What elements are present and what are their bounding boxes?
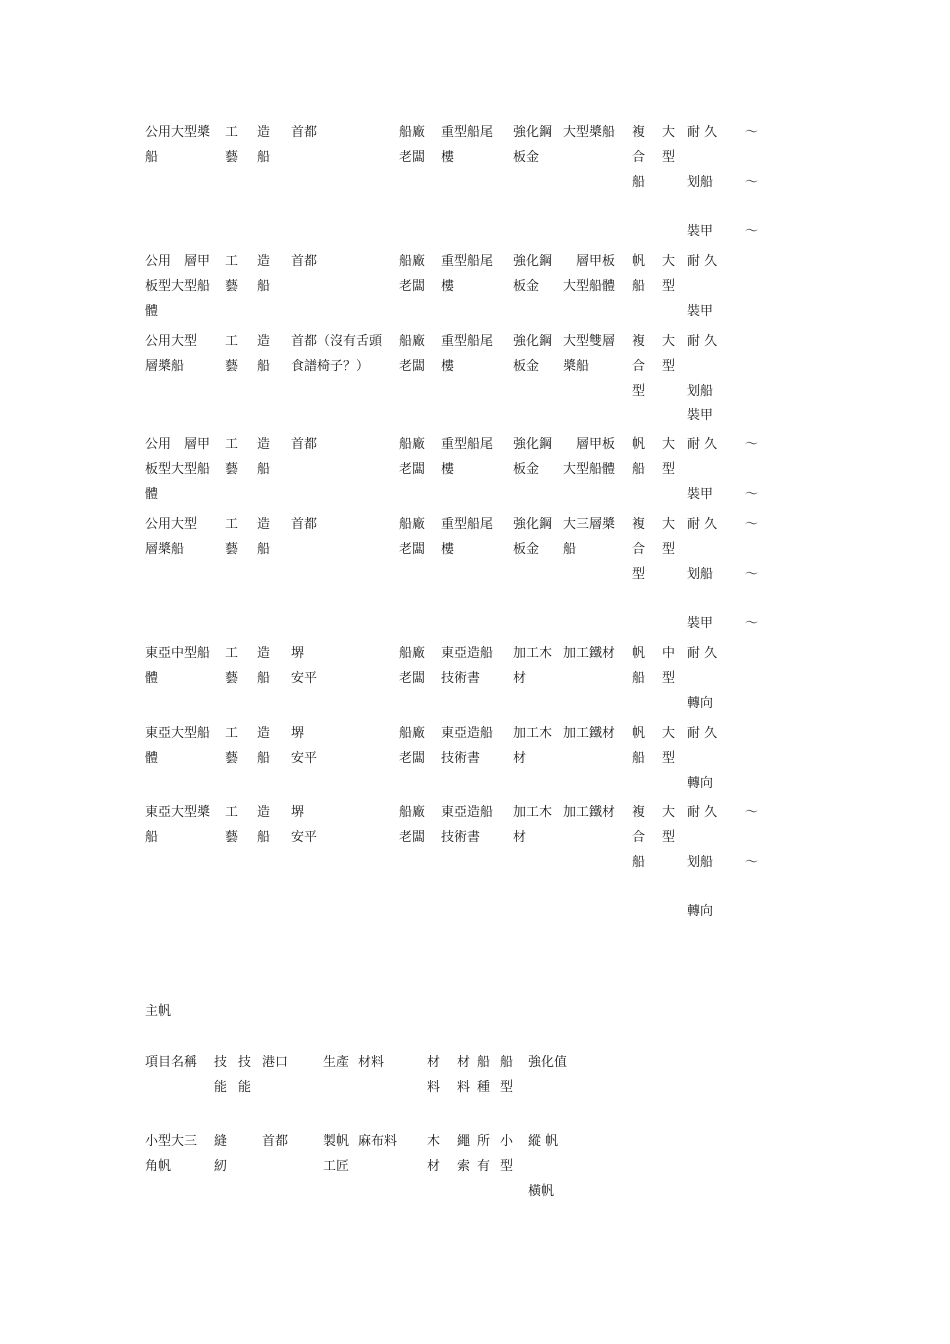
- hull-row-1-ship-class: 複: [632, 125, 646, 140]
- hull-row-4-ship-size: 型: [662, 461, 676, 477]
- hull-row-3-name: 層槳船: [145, 358, 185, 374]
- hull-row-3-material-3: 槳船: [563, 358, 590, 374]
- hull-row-5-material-1: 重型船尾: [441, 517, 494, 532]
- hull-row-3-material-1: 重型船尾: [441, 334, 494, 349]
- sail-row-producer: 工匠: [323, 1158, 350, 1174]
- hull-row-7-material-2: 加工木: [513, 726, 553, 741]
- hull-row-3-ship-class: 型: [632, 383, 646, 399]
- hull-row-8-effect: 划船: [687, 854, 714, 870]
- hull-row-8-material-1: 技術書: [441, 829, 481, 845]
- sail-row-ship-class: 有: [477, 1158, 491, 1174]
- hull-row-1-material-2: 板金: [513, 149, 540, 165]
- hull-row-7-ship-class: 帆: [632, 726, 646, 741]
- sail-header-ship-size: 船: [500, 1055, 514, 1070]
- hull-row-2-material-3: 層甲板: [563, 254, 616, 269]
- sail-header-port: 港口: [262, 1055, 289, 1070]
- hull-row-6-skill-type: 造: [257, 646, 271, 661]
- hull-row-5-material-2: 板金: [513, 541, 540, 557]
- hull-row-6-port: 堺: [291, 646, 305, 661]
- hull-row-7-skill-type: 造: [257, 726, 271, 741]
- hull-row-7-skill: 工: [225, 726, 239, 741]
- sail-row-enhance: 縱 帆: [528, 1134, 559, 1149]
- sail-header-ship-class: 船: [477, 1055, 491, 1070]
- sail-header-ship-size: 型: [500, 1079, 514, 1095]
- sail-row-item-name: 小型大三: [145, 1134, 198, 1149]
- hull-row-8-ship-class: 複: [632, 805, 646, 820]
- hull-row-5-skill: 藝: [225, 541, 239, 557]
- hull-row-6-producer: 老闆: [399, 670, 426, 686]
- hull-row-1-tilde: ～: [745, 224, 759, 240]
- hull-row-8-material-2: 加工木: [513, 805, 553, 820]
- sail-header-material-3: 料: [457, 1079, 471, 1095]
- hull-row-4-tilde: ～: [745, 486, 759, 502]
- sail-row-skill-1: 縫: [214, 1134, 228, 1149]
- hull-row-4-skill-type: 船: [257, 461, 271, 477]
- hull-row-4-material-1: 樓: [441, 461, 455, 477]
- hull-row-8-effect: 耐 久: [687, 805, 718, 820]
- hull-row-1-skill: 藝: [225, 149, 239, 165]
- sail-row-port: 首都: [262, 1134, 289, 1149]
- hull-row-2-ship-size: 大: [662, 254, 676, 269]
- hull-row-7-material-2: 材: [513, 750, 527, 766]
- hull-row-1-effect: 裝甲: [687, 224, 714, 240]
- hull-row-5-tilde: ～: [745, 616, 759, 632]
- sail-header-material-2: 材: [427, 1055, 441, 1070]
- hull-row-6-ship-class: 帆: [632, 646, 646, 661]
- hull-row-1-material-3: 大型槳船: [563, 125, 616, 140]
- hull-row-4-name: 板型大型船: [145, 461, 211, 477]
- hull-row-6-producer: 船廠: [399, 646, 426, 661]
- hull-row-4-skill: 工: [225, 437, 239, 452]
- hull-row-1-producer: 老闆: [399, 149, 426, 165]
- hull-row-8-skill: 藝: [225, 829, 239, 845]
- hull-row-5-port: 首都: [291, 517, 318, 532]
- hull-row-5-tilde: ～: [745, 517, 759, 532]
- hull-row-2-producer: 船廠: [399, 254, 426, 269]
- hull-row-3-ship-size: 大: [662, 334, 676, 349]
- hull-row-6-material-2: 加工木: [513, 646, 553, 661]
- sail-row-material-2: 材: [427, 1158, 441, 1174]
- hull-row-1-material-1: 重型船尾: [441, 125, 494, 140]
- hull-row-4-name: 體: [145, 486, 159, 502]
- hull-row-8-material-1: 東亞造船: [441, 805, 494, 820]
- hull-row-7-producer: 老闆: [399, 750, 426, 766]
- hull-row-1-port: 首都: [291, 125, 318, 140]
- hull-row-4-name: 公用 層甲: [145, 437, 211, 452]
- hull-row-8-material-3: 加工鐵材: [563, 805, 616, 820]
- hull-row-8-skill-type: 船: [257, 829, 271, 845]
- hull-row-1-tilde: ～: [745, 174, 759, 190]
- hull-row-6-effect: 轉向: [687, 695, 714, 711]
- hull-row-8-ship-class: 合: [632, 829, 646, 845]
- hull-row-2-skill-type: 造: [257, 254, 271, 269]
- sail-row-material-3: 繩: [457, 1134, 471, 1149]
- hull-row-5-skill-type: 船: [257, 541, 271, 557]
- hull-row-5-ship-class: 合: [632, 541, 646, 557]
- hull-row-8-port: 安平: [291, 829, 318, 845]
- sail-row-material-3: 索: [457, 1158, 471, 1174]
- hull-row-6-ship-size: 中: [662, 646, 676, 661]
- hull-row-7-port: 安平: [291, 750, 318, 766]
- sail-header-material-3: 材: [457, 1055, 471, 1070]
- hull-row-2-material-1: 樓: [441, 278, 455, 294]
- sail-header-item-name: 項目名稱: [145, 1055, 198, 1070]
- hull-row-2-material-2: 強化鋼: [513, 254, 553, 269]
- sail-row-ship-size: 型: [500, 1158, 514, 1174]
- hull-row-2-effect: 耐 久: [687, 254, 718, 269]
- sail-row-material-1: 麻布料: [358, 1134, 398, 1149]
- section-heading-main-sail: 主帆: [145, 1004, 172, 1019]
- hull-row-2-producer: 老闆: [399, 278, 426, 294]
- sail-row-material-2: 木: [427, 1134, 441, 1149]
- hull-row-2-material-1: 重型船尾: [441, 254, 494, 269]
- hull-row-4-tilde: ～: [745, 437, 759, 452]
- hull-row-8-ship-class: 船: [632, 854, 646, 870]
- hull-row-2-material-2: 板金: [513, 278, 540, 294]
- hull-row-8-tilde: ～: [745, 805, 759, 820]
- sail-row-producer: 製帆: [323, 1134, 350, 1149]
- hull-row-4-ship-size: 大: [662, 437, 676, 452]
- hull-row-4-ship-class: 帆: [632, 437, 646, 452]
- hull-row-5-material-3: 船: [563, 541, 577, 557]
- hull-row-6-material-3: 加工鐵材: [563, 646, 616, 661]
- sail-row-skill-1: 紉: [214, 1158, 228, 1174]
- hull-row-3-material-3: 大型雙層: [563, 334, 616, 349]
- hull-row-5-ship-class: 型: [632, 566, 646, 582]
- hull-row-6-effect: 耐 久: [687, 646, 718, 661]
- hull-row-2-port: 首都: [291, 254, 318, 269]
- sail-header-material-2: 料: [427, 1079, 441, 1095]
- hull-row-6-material-1: 技術書: [441, 670, 481, 686]
- hull-row-1-material-2: 強化鋼: [513, 125, 553, 140]
- sail-row-ship-size: 小: [500, 1134, 514, 1149]
- hull-row-5-skill-type: 造: [257, 517, 271, 532]
- hull-row-4-skill-type: 造: [257, 437, 271, 452]
- hull-row-4-skill: 藝: [225, 461, 239, 477]
- hull-row-7-material-1: 東亞造船: [441, 726, 494, 741]
- hull-row-8-ship-size: 大: [662, 805, 676, 820]
- hull-row-6-ship-class: 船: [632, 670, 646, 686]
- hull-row-1-material-1: 樓: [441, 149, 455, 165]
- hull-row-4-producer: 船廠: [399, 437, 426, 452]
- sail-header-material-1: 材料: [358, 1055, 385, 1070]
- hull-row-2-ship-class: 帆: [632, 254, 646, 269]
- hull-row-3-skill-type: 船: [257, 358, 271, 374]
- hull-row-7-skill: 藝: [225, 750, 239, 766]
- sail-header-enhance: 強化值: [528, 1055, 568, 1070]
- hull-row-2-material-3: 大型船體: [563, 278, 616, 294]
- hull-row-6-skill-type: 船: [257, 670, 271, 686]
- hull-row-4-producer: 老闆: [399, 461, 426, 477]
- hull-row-3-port: 首都（沒有舌頭: [291, 334, 383, 349]
- hull-row-3-skill: 工: [225, 334, 239, 349]
- hull-row-3-name: 公用大型: [145, 334, 198, 349]
- hull-row-4-material-3: 大型船體: [563, 461, 616, 477]
- hull-row-1-skill-type: 造: [257, 125, 271, 140]
- hull-row-7-ship-class: 船: [632, 750, 646, 766]
- hull-row-5-producer: 老闆: [399, 541, 426, 557]
- hull-row-5-ship-class: 複: [632, 517, 646, 532]
- hull-row-6-material-1: 東亞造船: [441, 646, 494, 661]
- hull-row-4-port: 首都: [291, 437, 318, 452]
- hull-row-3-skill: 藝: [225, 358, 239, 374]
- hull-row-3-ship-class: 複: [632, 334, 646, 349]
- hull-row-3-producer: 船廠: [399, 334, 426, 349]
- hull-row-1-effect: 耐 久: [687, 125, 718, 140]
- hull-row-8-skill-type: 造: [257, 805, 271, 820]
- sail-header-skill-1: 能: [214, 1079, 228, 1095]
- hull-row-2-skill: 工: [225, 254, 239, 269]
- hull-row-3-effect: 耐 久: [687, 334, 718, 349]
- hull-row-5-effect: 裝甲: [687, 616, 714, 632]
- hull-row-1-name: 公用大型槳: [145, 125, 211, 140]
- hull-row-7-material-3: 加工鐵材: [563, 726, 616, 741]
- hull-row-7-producer: 船廠: [399, 726, 426, 741]
- hull-row-7-skill-type: 船: [257, 750, 271, 766]
- hull-row-3-skill-type: 造: [257, 334, 271, 349]
- hull-row-1-skill: 工: [225, 125, 239, 140]
- hull-row-3-producer: 老闆: [399, 358, 426, 374]
- hull-row-4-material-1: 重型船尾: [441, 437, 494, 452]
- sail-header-skill-2: 技: [238, 1055, 252, 1070]
- hull-row-2-name: 公用 層甲: [145, 254, 211, 269]
- hull-row-7-port: 堺: [291, 726, 305, 741]
- hull-row-8-effect: 轉向: [687, 904, 714, 920]
- hull-row-5-material-3: 大三層槳: [563, 517, 616, 532]
- hull-row-1-tilde: ～: [745, 125, 759, 140]
- hull-row-3-effect: 裝甲: [687, 408, 714, 424]
- sail-header-skill-2: 能: [238, 1079, 252, 1095]
- hull-row-3-material-1: 樓: [441, 358, 455, 374]
- hull-row-8-tilde: ～: [745, 854, 759, 870]
- sail-row-enhance: 橫帆: [528, 1183, 555, 1199]
- hull-row-4-material-3: 層甲板: [563, 437, 616, 452]
- hull-row-5-ship-size: 型: [662, 541, 676, 557]
- hull-row-5-producer: 船廠: [399, 517, 426, 532]
- hull-row-2-skill: 藝: [225, 278, 239, 294]
- hull-row-1-name: 船: [145, 149, 159, 165]
- hull-row-8-port: 堺: [291, 805, 305, 820]
- hull-row-3-ship-class: 合: [632, 358, 646, 374]
- hull-row-3-port: 食譜椅子？）: [291, 358, 370, 374]
- hull-row-8-material-2: 材: [513, 829, 527, 845]
- hull-row-4-ship-class: 船: [632, 461, 646, 477]
- hull-row-7-name: 體: [145, 750, 159, 766]
- hull-row-8-name: 東亞大型槳: [145, 805, 211, 820]
- hull-row-3-ship-size: 型: [662, 358, 676, 374]
- sail-header-producer: 生產: [323, 1055, 350, 1070]
- hull-row-5-name: 公用大型: [145, 517, 198, 532]
- hull-row-8-name: 船: [145, 829, 159, 845]
- hull-row-3-effect: 划船: [687, 383, 714, 399]
- hull-row-7-material-1: 技術書: [441, 750, 481, 766]
- hull-row-7-effect: 轉向: [687, 775, 714, 791]
- hull-row-3-material-2: 強化鋼: [513, 334, 553, 349]
- hull-row-6-name: 東亞中型船: [145, 646, 211, 661]
- hull-row-1-effect: 划船: [687, 174, 714, 190]
- hull-row-5-ship-size: 大: [662, 517, 676, 532]
- hull-row-2-name: 板型大型船: [145, 278, 211, 294]
- sail-header-ship-class: 種: [477, 1079, 491, 1095]
- hull-row-5-tilde: ～: [745, 566, 759, 582]
- hull-row-2-effect: 裝甲: [687, 303, 714, 319]
- hull-row-7-ship-size: 型: [662, 750, 676, 766]
- hull-row-5-skill: 工: [225, 517, 239, 532]
- hull-row-6-material-2: 材: [513, 670, 527, 686]
- hull-row-1-producer: 船廠: [399, 125, 426, 140]
- hull-row-1-skill-type: 船: [257, 149, 271, 165]
- hull-row-8-producer: 老闆: [399, 829, 426, 845]
- sail-row-ship-class: 所: [477, 1134, 491, 1149]
- hull-row-5-material-1: 樓: [441, 541, 455, 557]
- hull-row-4-effect: 耐 久: [687, 437, 718, 452]
- hull-row-5-material-2: 強化鋼: [513, 517, 553, 532]
- hull-row-5-effect: 耐 久: [687, 517, 718, 532]
- hull-row-8-ship-size: 型: [662, 829, 676, 845]
- hull-row-6-port: 安平: [291, 670, 318, 686]
- hull-row-4-effect: 裝甲: [687, 486, 714, 502]
- hull-row-6-name: 體: [145, 670, 159, 686]
- hull-row-8-skill: 工: [225, 805, 239, 820]
- hull-row-2-ship-size: 型: [662, 278, 676, 294]
- hull-row-7-name: 東亞大型船: [145, 726, 211, 741]
- hull-row-5-name: 層槳船: [145, 541, 185, 557]
- hull-row-2-name: 體: [145, 303, 159, 319]
- hull-row-6-ship-size: 型: [662, 670, 676, 686]
- hull-row-2-skill-type: 船: [257, 278, 271, 294]
- hull-row-6-skill: 工: [225, 646, 239, 661]
- hull-row-4-material-2: 板金: [513, 461, 540, 477]
- sail-row-item-name: 角帆: [145, 1158, 172, 1174]
- hull-row-1-ship-size: 大: [662, 125, 676, 140]
- hull-row-4-material-2: 強化鋼: [513, 437, 553, 452]
- hull-row-6-skill: 藝: [225, 670, 239, 686]
- hull-row-1-ship-class: 船: [632, 174, 646, 190]
- hull-row-3-material-2: 板金: [513, 358, 540, 374]
- hull-row-7-ship-size: 大: [662, 726, 676, 741]
- hull-row-5-effect: 划船: [687, 566, 714, 582]
- hull-row-2-ship-class: 船: [632, 278, 646, 294]
- hull-row-1-ship-size: 型: [662, 149, 676, 165]
- hull-row-7-effect: 耐 久: [687, 726, 718, 741]
- hull-row-8-producer: 船廠: [399, 805, 426, 820]
- sail-header-skill-1: 技: [214, 1055, 228, 1070]
- hull-row-1-ship-class: 合: [632, 149, 646, 165]
